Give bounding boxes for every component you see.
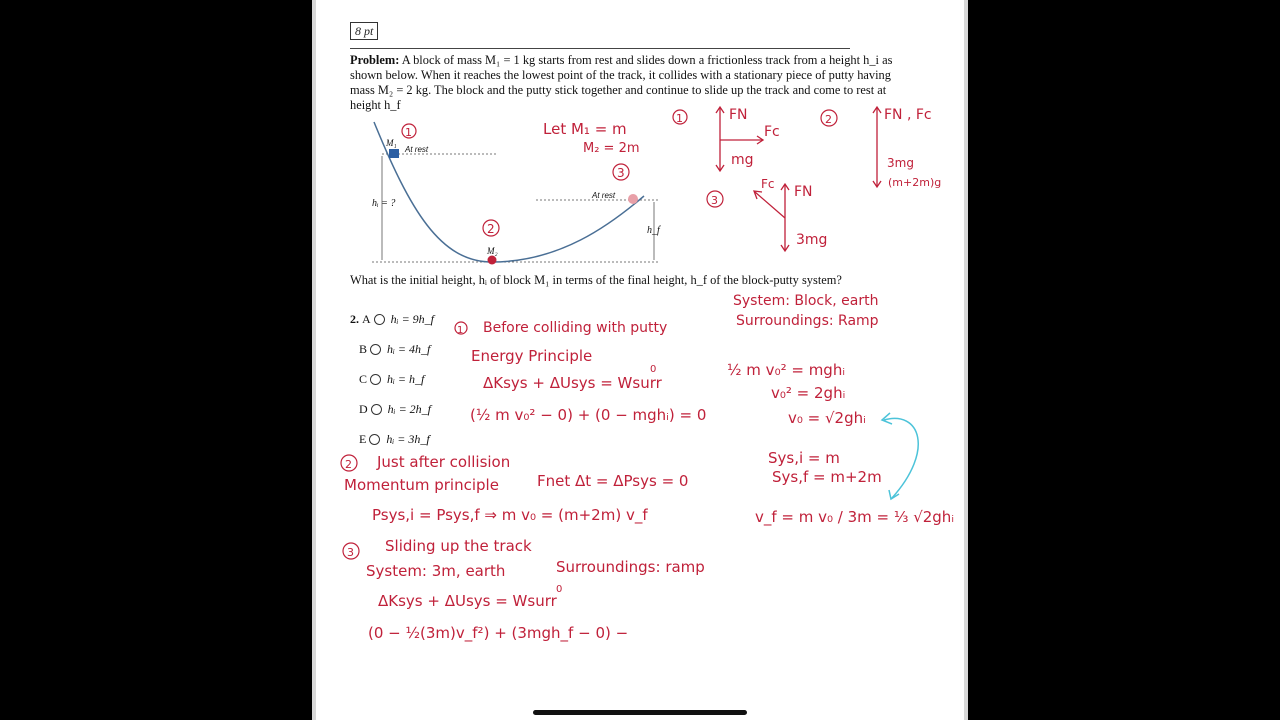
choice-text: hᵢ = 2h_f: [387, 402, 432, 416]
choice-letter: C: [359, 372, 368, 386]
w-zero-3: 0: [556, 584, 563, 595]
surroundings-1: Surroundings: Ramp: [736, 313, 879, 329]
choice-letter: D: [359, 402, 368, 416]
system-1: System: Block, earth: [733, 293, 879, 309]
num-1-step: 1: [457, 325, 464, 336]
worksheet-page: [312, 0, 968, 720]
at-rest-left: At rest: [405, 145, 429, 154]
choice-d[interactable]: [359, 402, 431, 417]
num-3-fbd: 3: [711, 194, 718, 207]
problem-statement: [350, 53, 910, 113]
radio-button[interactable]: [374, 314, 385, 325]
fbd3-fc: Fc: [761, 177, 775, 191]
home-indicator[interactable]: [533, 710, 747, 715]
radio-button[interactable]: [370, 374, 381, 385]
solve-1: ½ m v₀² = mghᵢ: [727, 361, 846, 379]
fbd2-mg: 3mg: [887, 156, 914, 170]
surroundings-3: Surroundings: ramp: [556, 558, 705, 576]
momentum-equation: Fnet Δt = ΔPsys = 0: [537, 472, 689, 490]
fbd1-fc: Fc: [764, 124, 780, 140]
num-2-figure: 2: [487, 222, 495, 236]
points-box: 8 pt: [350, 22, 378, 40]
choice-text: hᵢ = h_f: [387, 372, 425, 386]
let-m2: M₂ = 2m: [583, 141, 640, 156]
label-hf: h_f: [647, 225, 660, 236]
problem-label: Problem:: [350, 53, 400, 67]
choice-a[interactable]: [350, 312, 434, 327]
energy-equation-2: (½ m v₀² − 0) + (0 − mghᵢ) = 0: [470, 406, 707, 424]
step-3-title: Sliding up the track: [385, 537, 532, 555]
sys-initial: Sys,i = m: [768, 449, 840, 467]
solve-3: v₀ = √2ghᵢ: [788, 409, 866, 427]
fbd2-fn: FN , Fc: [884, 107, 932, 123]
radio-button[interactable]: [369, 434, 380, 445]
let-m1: Let M₁ = m: [543, 120, 627, 138]
choice-text: hᵢ = 9h_f: [390, 312, 435, 326]
num-2-step: 2: [345, 458, 352, 471]
label-m2: M₂: [487, 246, 498, 256]
energy-principle: Energy Principle: [471, 347, 593, 365]
energy-equation: ΔKsys + ΔUsys = Wsurr: [483, 374, 662, 392]
choice-letter: A: [362, 312, 371, 326]
page-edge-left: [312, 0, 316, 720]
energy-3: ΔKsys + ΔUsys = Wsurr: [378, 592, 557, 610]
choice-letter: E: [359, 432, 367, 446]
at-rest-right: At rest: [592, 191, 616, 200]
choice-c[interactable]: [359, 372, 424, 387]
num-3-figure: 3: [617, 166, 625, 180]
label-m1: M₁: [386, 138, 397, 148]
fbd3-fn: FN: [794, 184, 813, 200]
header-rule: [350, 48, 850, 49]
radio-button[interactable]: [370, 344, 381, 355]
step-1-title: Before colliding with putty: [483, 320, 668, 336]
question-text: What is the initial height, hᵢ of block M₁ in terms of the final height, h_f of the block-putty system?: [350, 273, 842, 287]
solve-2: v₀² = 2ghᵢ: [771, 384, 846, 402]
fbd3-mg: 3mg: [796, 232, 828, 248]
w-zero-1: 0: [650, 364, 657, 375]
fbd1-fn: FN: [729, 107, 748, 123]
choice-b[interactable]: [359, 342, 430, 357]
choice-letter: B: [359, 342, 368, 356]
system-3: System: 3m, earth: [366, 562, 506, 580]
step-2-title: Just after collision: [377, 453, 511, 471]
num-1-figure: 1: [405, 126, 412, 139]
momentum-principle: Momentum principle: [344, 476, 499, 494]
momentum-equation-2: Psys,i = Psys,f ⇒ m v₀ = (m+2m) v_f: [372, 506, 648, 524]
vf-result: v_f = m v₀ / 3m = ⅓ √2ghᵢ: [755, 508, 954, 526]
choice-text: hᵢ = 4h_f: [387, 342, 431, 356]
num-2-fbd: 2: [825, 113, 832, 126]
choice-e[interactable]: [359, 432, 430, 447]
page-edge-right: [964, 0, 968, 720]
num-1-fbd: 1: [676, 112, 683, 125]
radio-button[interactable]: [371, 404, 382, 415]
num-3-step: 3: [347, 546, 354, 559]
problem-text: A block of mass M₁ = 1 kg starts from rest and slides down a frictionless track from a height h_i as shown below. When it reaches the lowest point of the track, it collides with a stationary piece of putty having mass M₂ = 2 kg. The block and the putty stick together and continue to slide up the track and come to rest at height h_f: [350, 53, 893, 112]
label-hi: hᵢ = ?: [372, 198, 396, 209]
fbd2-mg2: (m+2m)g: [888, 176, 942, 189]
choice-text: hᵢ = 3h_f: [386, 432, 430, 446]
fbd1-mg: mg: [731, 152, 754, 168]
sys-final: Sys,f = m+2m: [772, 468, 882, 486]
energy-3-equation: (0 − ½(3m)v_f²) + (3mgh_f − 0) −: [368, 624, 629, 642]
question-number: 2.: [350, 312, 359, 326]
